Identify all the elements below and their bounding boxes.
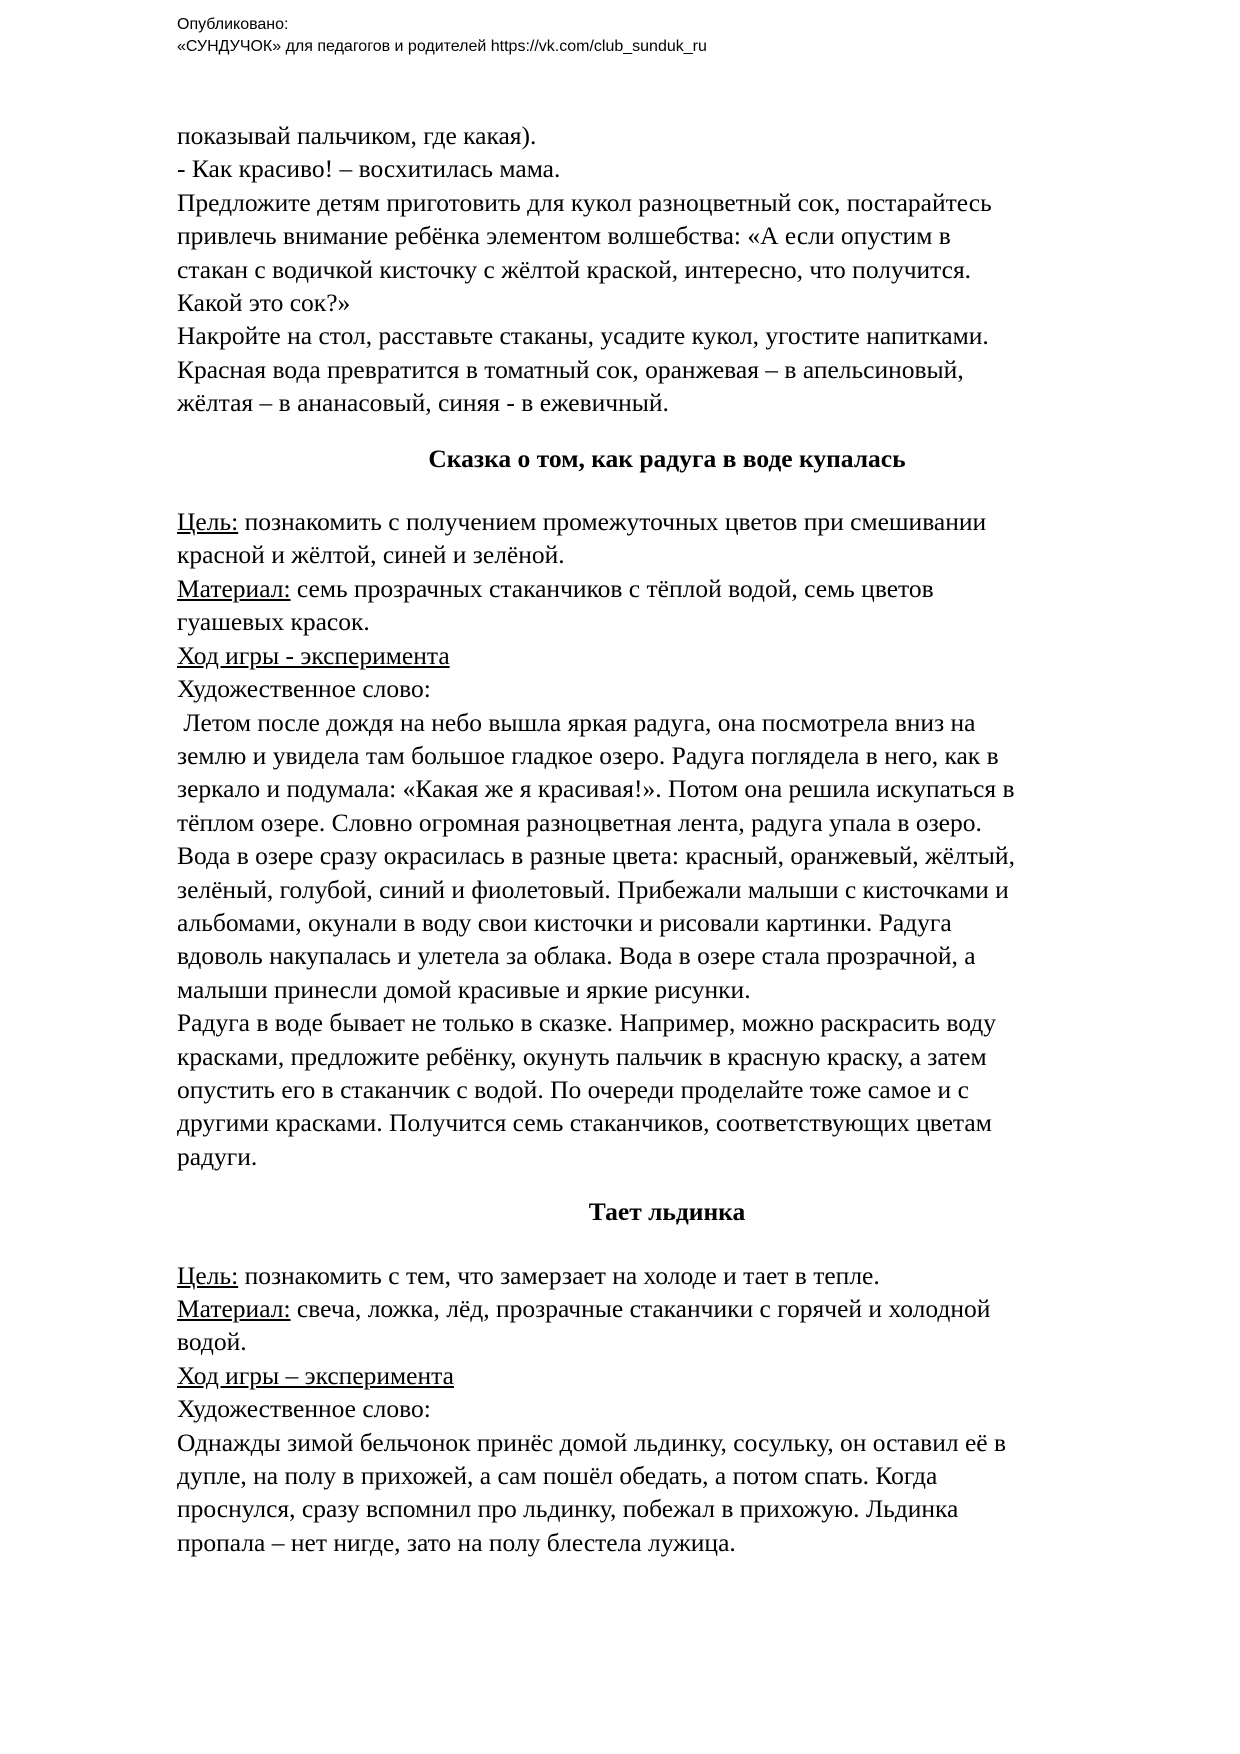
intro-section <box>177 119 1157 420</box>
rainbow-section <box>177 505 1157 1173</box>
text-line: другими красками. Получится семь стаканчиков, соответствующих цветам <box>177 1108 992 1138</box>
goal-text: познакомить с тем, что замерзает на холоде и тает в тепле. <box>238 1260 880 1290</box>
text-line: пропала – нет нигде, зато на полу блестела лужица. <box>177 1527 736 1557</box>
goal-line <box>177 1259 1157 1292</box>
publication-header <box>177 14 707 58</box>
text-line: дупле, на полу в прихожей, а сам пошёл обедать, а потом спать. Когда <box>177 1461 938 1491</box>
goal-label: Цель: <box>177 507 239 537</box>
text-line: Летом после дождя на небо вышла яркая радуга, она посмотрела вниз на <box>177 707 976 737</box>
text-line: малыши принесли домой красивые и яркие рисунки. <box>177 974 751 1004</box>
text-line: проснулся, сразу вспомнил про льдинку, побежал в прихожую. Льдинка <box>177 1494 959 1524</box>
text-line: красной и жёлтой, синей и зелёной. <box>177 540 565 570</box>
text-line: опустить его в стаканчик с водой. По очереди проделайте тоже самое и с <box>177 1074 969 1104</box>
course-heading: Ход игры – эксперимента <box>177 1360 454 1390</box>
material-line <box>177 572 1157 605</box>
text-line: землю и увидела там большое гладкое озеро. Радуга поглядела в него, как в <box>177 740 999 770</box>
material-text: семь прозрачных стаканчиков с тёплой водой, семь цветов <box>290 573 934 603</box>
text-line: - Как красиво! – восхитилась мама. <box>177 154 561 184</box>
document-body <box>177 119 1157 1559</box>
text-line: Красная вода превратится в томатный сок, оранжевая – в апельсиновый, <box>177 354 964 384</box>
text-line: радуги. <box>177 1141 258 1171</box>
material-line <box>177 1292 1157 1325</box>
goal-text: познакомить с получением промежуточных цветов при смешивании <box>238 507 987 537</box>
ice-section <box>177 1259 1157 1560</box>
text-line: привлечь внимание ребёнка элементом волшебства: «А если опустим в <box>177 221 951 251</box>
text-line: вдоволь накупалась и улетела за облака. Вода в озере стала прозрачной, а <box>177 941 976 971</box>
publisher-line: «СУНДУЧОК» для педагогов и родителей https://vk.com/club_sunduk_ru <box>177 38 707 55</box>
art-word-label: Художественное слово: <box>177 674 431 704</box>
text-line: жёлтая – в ананасовый, синяя - в ежевичный. <box>177 388 669 418</box>
text-line: показывай пальчиком, где какая). <box>177 121 537 150</box>
goal-label: Цель: <box>177 1260 239 1290</box>
text-line: тёплом озере. Словно огромная разноцветная лента, радуга упала в озеро. <box>177 807 982 837</box>
material-label: Материал: <box>177 573 291 603</box>
text-line: Радуга в воде бывает не только в сказке. Например, можно раскрасить воду <box>177 1008 996 1038</box>
text-line: Какой это сок?» <box>177 288 351 318</box>
text-line: Накройте на стол, расставьте стаканы, усадите кукол, угостите напитками. <box>177 321 989 351</box>
art-word-label: Художественное слово: <box>177 1394 431 1424</box>
text-line: красками, предложите ребёнку, окунуть пальчик в красную краску, а затем <box>177 1041 987 1071</box>
material-text: свеча, ложка, лёд, прозрачные стаканчики с горячей и холодной <box>290 1294 991 1323</box>
text-line: Однажды зимой бельчонок принёс домой льдинку, сосульку, он оставил её в <box>177 1427 1007 1457</box>
text-line: стакан с водичкой кисточку с жёлтой краской, интересно, что получится. <box>177 254 972 284</box>
text-line: зелёный, голубой, синий и фиолетовый. Прибежали малыши с кисточками и <box>177 874 1009 904</box>
section-title-ice: Тает льдинка <box>588 1197 746 1227</box>
text-line: Предложите детям приготовить для кукол разноцветный сок, постарайтесь <box>177 187 992 217</box>
published-label: Опубликовано: <box>177 16 289 33</box>
text-line: альбомами, окунали в воду свои кисточки и рисовали картинки. Радуга <box>177 907 952 937</box>
goal-line <box>177 505 1157 538</box>
material-label: Материал: <box>177 1294 291 1323</box>
section-title-rainbow: Сказка о том, как радуга в воде купалась <box>428 443 906 473</box>
text-line: водой. <box>177 1327 247 1357</box>
text-line: зеркало и подумала: «Какая же я красивая!». Потом она решила искупаться в <box>177 774 1015 804</box>
course-heading: Ход игры - эксперимента <box>177 640 450 670</box>
text-line: гуашевых красок. <box>177 607 370 637</box>
text-line: Вода в озере сразу окрасилась в разные цвета: красный, оранжевый, жёлтый, <box>177 841 1015 871</box>
